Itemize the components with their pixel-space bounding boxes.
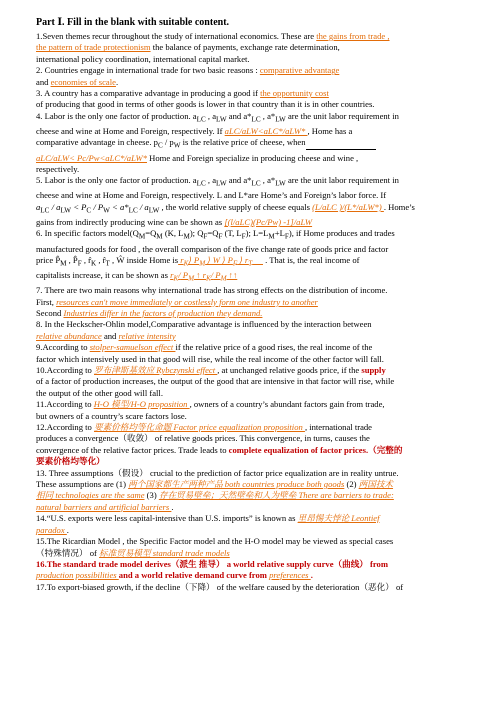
q16-text: and a world relative demand curve from: [118, 570, 270, 581]
q6-answer-text: r: [200, 270, 206, 281]
q4-sub: LW: [275, 115, 286, 124]
q5-text: / a: [49, 201, 61, 212]
q6-text: ); Q: [189, 228, 204, 239]
q9-text: 9.According to: [36, 342, 90, 353]
q7-answer-2: Industries differ in the factors of production they demand.: [63, 307, 263, 318]
q5-sub: LC: [196, 180, 206, 189]
q5-sub: LC: [128, 206, 138, 215]
q4-sub: W: [173, 142, 181, 151]
q6-answer-text: ↑↑: [226, 270, 238, 281]
q6-answer-text: r: [170, 270, 174, 281]
q5-sub: LW: [216, 180, 227, 189]
question-11: [36, 399, 472, 422]
question-15: [36, 536, 472, 559]
q13-answer-3: 存在贸易壁垒；天然壁垒和人为壁垒 There are barriers to trade:: [158, 490, 394, 501]
q13-answer-2: 两国技术: [358, 479, 394, 490]
q1-answer-2: the pattern of trade protectionism: [36, 42, 151, 53]
q5-sub: W: [103, 206, 110, 215]
q2-and: and: [36, 76, 51, 87]
q6-text: , P̂: [66, 254, 78, 265]
q6-sub: F: [218, 233, 223, 242]
q4-text: comparative advantage in cheese. p: [36, 137, 158, 148]
q12-highlight: 要素价格均等化）: [36, 456, 105, 467]
q5-text: and a*: [226, 175, 252, 186]
question-12: [36, 422, 472, 468]
q5-text: . Home’s: [383, 201, 415, 212]
section-title: Part Ⅰ. Fill in the blank with suitable content.: [36, 17, 230, 28]
q3-text: 3. A country has a comparative advantage in producing a good if: [36, 88, 261, 99]
q6-answer-2: $r_K/$ $P_M$ ↑ $r_K/$ $P_M$ ↑↑: [170, 270, 238, 283]
q6-text: manufactured goods for food , the overall comparison of the five change rate of goods price and factor: [36, 243, 389, 254]
q16-text: .: [310, 570, 313, 581]
q13-text: These assumptions are (1): [36, 479, 129, 490]
q6-text: +L: [274, 228, 285, 239]
q10-answer-1: 罗布津斯基效应 Rybczynski effect: [94, 365, 218, 375]
q5-sub: LW: [148, 206, 160, 215]
q6-text: =Q: [207, 228, 219, 239]
question-17: [36, 582, 472, 593]
q6-text: , r̂: [81, 254, 92, 265]
q10-text: the output of the other good will fall.: [36, 387, 163, 398]
q13-answer-2b: 相同 technologies are the same: [36, 490, 145, 501]
q8-answer-1: relative abundance: [36, 330, 102, 341]
q13-text: 13. Three assumptions（假设） crucial to the prediction of factor price equalization are in reality untrue.: [36, 467, 399, 478]
q11-answer-1: H-O 模型/H-O proposition: [93, 399, 190, 410]
q5-text: / a: [137, 201, 149, 212]
q6-sub: T: [105, 259, 110, 268]
q6-answer-1: $r_K⟩$ $P_M$ ⟩ W ⟩ $P_F$ ⟩ $r_T$: [178, 254, 253, 268]
q17-text: 17.To export-biased growth, if the decline（下降） of the welfare caused by the deterioration（恶化） of: [36, 581, 404, 592]
q12-answer-1: 要素价格均等化命题 Factor price equalization proposition: [94, 422, 305, 433]
q6-text: (T, L: [222, 228, 242, 239]
q5-sub: LC: [251, 180, 261, 189]
q6-sub: M: [138, 233, 146, 242]
q6-text: =Q: [145, 228, 157, 239]
q4-text: respectively.: [36, 163, 80, 174]
q5-text: are the unit labor requirement in: [285, 175, 399, 186]
q12-text: produces a convergence（收敛） of relative goods prices. This convergence, in turns, causes the: [36, 433, 370, 444]
question-7: [36, 285, 472, 319]
q6-sub: F: [241, 233, 246, 242]
q4-sub: LC: [251, 115, 261, 124]
question-14: [36, 513, 472, 536]
q6-text: (K, L: [162, 228, 184, 239]
q16-answer-2: preferences: [269, 570, 311, 581]
q1-text-mid: the balance of payments, exchange rate determination,: [150, 42, 340, 53]
q5-text: / P: [91, 201, 104, 212]
q4-sub: C: [157, 142, 163, 151]
q5-text: a: [36, 201, 41, 212]
q12-text: , international trade: [304, 422, 372, 433]
q6-answer-text: ↑: [194, 270, 201, 281]
q6-text: . That is, the real income of: [262, 254, 360, 265]
q6-sub: M: [156, 233, 163, 242]
q6-text: capitalists increase, it can be shown as: [36, 270, 171, 281]
q11-text: but owners of a country’s scare factors lose.: [36, 410, 187, 421]
q15-answer-1: 标准贸易模型 standard trade models: [99, 547, 230, 558]
q12-text: convergence of the relative factor prices. Trade leads to: [36, 444, 229, 455]
q3-post: of producing that good in terms of other goods is lower in that country than it is in other countries.: [36, 99, 375, 110]
q16-text: 16.The standard trade model derives（派生 推导） a world relative supply curve（曲线） from: [36, 558, 389, 569]
q9-text: if the relative price of a good rises, the real income of the: [175, 342, 373, 353]
q16-answer-1: production possibilities: [36, 570, 119, 581]
q4-text: 4. Labor is the only one factor of production. a: [36, 110, 197, 121]
q5-answer-1: (L/aLC )/(L*/aLW*): [312, 201, 384, 212]
q12-highlight: complete equalization of factor prices.（完整的: [228, 444, 403, 455]
q5-text: < a*: [109, 201, 129, 212]
q6-sub: M: [183, 233, 190, 242]
q5-text: 5. Labor is the only one factor of production. a: [36, 175, 197, 186]
q4-text: are the unit labor requirement in: [285, 110, 399, 121]
q10-text: , at unchanged relative goods price, if the: [217, 365, 362, 375]
q4-text: / p: [162, 137, 174, 148]
question-5: [36, 175, 472, 228]
q10-text: of a factor of production increases, the output of the good that are intensive in that factor will rise, while: [36, 376, 395, 387]
q6-text: ), if Home produces and trades: [288, 228, 395, 239]
question-13: [36, 468, 472, 514]
q8-answer-2: relative intensity: [118, 330, 176, 341]
q15-text: （特殊情况） of: [36, 547, 100, 558]
q5-text: cheese and wine at Home and Foreign, respectively. L and L*are Home’s and Foreign’s labor force. If: [36, 190, 387, 201]
q4-sub: LW: [216, 115, 227, 124]
q4-text: , Home has a: [307, 125, 353, 136]
q6-text: ); L=L: [245, 228, 269, 239]
q2-post: .: [115, 76, 119, 87]
q7-answer-1: resources can't move immediately or costlessly form one industry to another: [56, 296, 318, 307]
q6-answer-text: r: [178, 254, 184, 265]
q13-text: (3): [144, 490, 159, 501]
q5-text: , a: [205, 175, 217, 186]
q6-answer-text: P: [213, 270, 221, 281]
q5-text: , a*: [260, 175, 276, 186]
question-1: [36, 31, 472, 65]
q4-blank: [306, 137, 376, 149]
q4-answer-2: aLC/aLW< Pc/Pw<aLC*/aLW*: [36, 152, 147, 163]
q6-sub: M: [60, 259, 67, 268]
question-2: [36, 65, 472, 88]
q4-text: is the relative price of cheese, when: [180, 137, 306, 148]
q6-sub: F: [203, 233, 208, 242]
q6-sub: K: [91, 259, 97, 268]
q3-answer-1: the opportunity cost: [260, 88, 329, 99]
q1-text-post: international policy coordination, international capital market.: [36, 53, 250, 64]
q4-text: , a: [205, 110, 217, 121]
q4-text: , a*: [260, 110, 276, 121]
question-6: [36, 228, 472, 285]
q1-text: 1.Seven themes recur throughout the study of international economics. These are: [36, 31, 317, 41]
question-3: [36, 88, 472, 111]
q8-text: and: [101, 330, 119, 341]
q6-sub: M: [268, 233, 275, 242]
q5-sub: LW: [60, 206, 72, 215]
q6-text: price P̂: [36, 254, 61, 265]
q13-answer-3b: natural barriers and artificial barriers: [36, 501, 172, 512]
q4-text: Home and Foreign specialize in producing cheese and wine ,: [147, 152, 359, 163]
q2-answer-1: comparative advantage: [259, 65, 340, 76]
q5-sub: LC: [40, 206, 50, 215]
q6-text: , Ŵ inside Home is: [109, 254, 179, 265]
q6-text: , r̂: [96, 254, 106, 265]
q10-highlight: supply: [361, 365, 386, 375]
q5-answer-2: [(l/aLC)(Pc/Pw) -1]/aLW: [224, 216, 313, 227]
q4-text: and a*: [226, 110, 252, 121]
q12-text: 12.According to: [36, 422, 94, 433]
question-10: [36, 365, 472, 399]
q2-text: 2. Countries engage in international trade for two basic reasons :: [36, 65, 260, 76]
q14-answer-1: 里昂惕夫悖论 Leontief: [297, 513, 380, 524]
question-9: [36, 342, 472, 365]
q4-sub: LC: [196, 115, 206, 124]
question-8: [36, 319, 472, 342]
q14-text: 14.“U.S. exports were less capital-intensive than U.S. imports” is known as: [36, 513, 298, 524]
question-4: [36, 111, 472, 175]
q5-text: , the world relative supply of cheese equals: [159, 201, 313, 212]
q13-text: (2): [344, 479, 359, 490]
q7-text: Second: [36, 307, 64, 318]
q5-sub: C: [86, 206, 92, 215]
q5-sub: LW: [275, 180, 286, 189]
q7-text: First,: [36, 296, 57, 307]
q6-answer-text: P: [180, 270, 189, 281]
q9-text: factor which intensively used in that good will rise, while the real income of the other factor will fall.: [36, 353, 384, 364]
q13-text: .: [171, 501, 174, 512]
q11-text: , owners of a country’s abundant factors gain from trade,: [189, 399, 385, 410]
q9-answer-1: stolper-samuelson effect: [89, 342, 176, 353]
q7-text: 7. There are two main reasons why international trade has strong effects on the distribution of income.: [36, 285, 388, 296]
question-16: [36, 559, 472, 582]
q6-sub: F: [77, 259, 82, 268]
q14-text: .: [66, 524, 69, 535]
q6-sub: F: [284, 233, 289, 242]
q15-text: 15.The Ricardian Model , the Specific Factor model and the H-O model may be viewed as special cases: [36, 536, 394, 547]
q4-answer-1: aLC/aLW<aLC*/aLW*: [224, 125, 308, 136]
q14-answer-1b: paradox: [36, 524, 67, 535]
q1-answer-1: the gains from trade ,: [316, 31, 390, 41]
q8-text: 8. In the Heckscher-Ohlin model,Comparative advantage is influenced by the interaction between: [36, 319, 372, 330]
q11-text: 11.According to: [36, 399, 94, 410]
q6-text: 6. In specific factors model(Q: [36, 228, 139, 239]
q13-answer-1: 两个国家都生产两种产品 both countries produce both goods: [128, 479, 345, 490]
q4-text: cheese and wine at Home and Foreign, respectively. If: [36, 125, 225, 136]
q5-text: < P: [71, 201, 87, 212]
q2-answer-2: economies of scale: [50, 76, 116, 87]
q10-text: 10.According to: [36, 365, 94, 375]
q5-text: gains from indirectly producing wine can be shown as: [36, 216, 225, 227]
